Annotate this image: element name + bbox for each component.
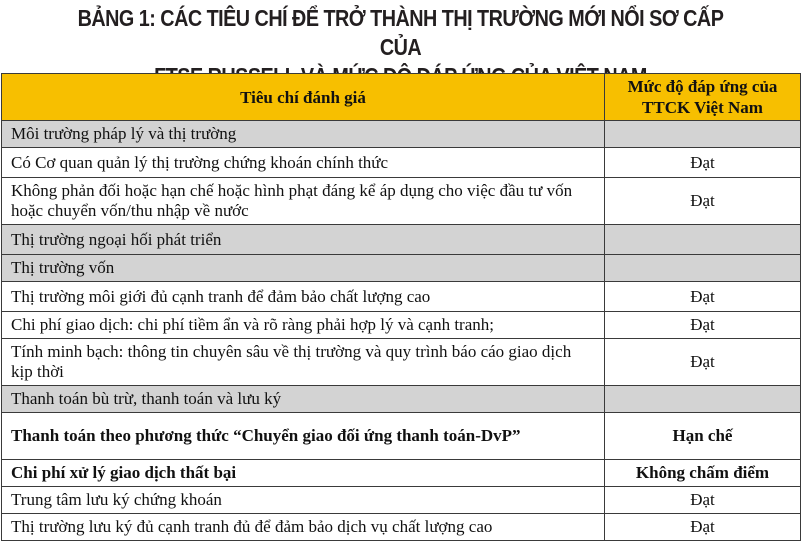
header-level-line2: TTCK Việt Nam	[642, 98, 763, 117]
table-row-group	[2, 386, 801, 413]
value-cell: Hạn chế	[605, 413, 801, 460]
value-cell: Đạt	[605, 282, 801, 312]
criteria-table	[1, 73, 801, 541]
table-row	[2, 148, 801, 178]
table-row-bold	[2, 460, 801, 487]
criteria-cell: Chi phí giao dịch: chi phí tiềm ẩn và rõ ràng phải hợp lý và cạnh tranh;	[2, 312, 605, 339]
table-header-row	[2, 74, 801, 121]
value-cell: Đạt	[605, 487, 801, 514]
header-criteria: Tiêu chí đánh giá	[2, 74, 605, 121]
table-title-line1: BẢNG 1: CÁC TIÊU CHÍ ĐỂ TRỞ THÀNH THỊ TRƯỜNG MỚI NỔI SƠ CẤP CỦA	[77, 5, 724, 60]
value-cell	[605, 255, 801, 282]
criteria-cell: Tính minh bạch: thông tin chuyên sâu về thị trường và quy trình báo cáo giao dịch kịp thời	[2, 339, 605, 386]
value-cell	[605, 225, 801, 255]
criteria-cell: Thị trường lưu ký đủ cạnh tranh đủ để đảm bảo dịch vụ chất lượng cao	[2, 514, 605, 541]
value-cell	[605, 121, 801, 148]
table-row-group	[2, 121, 801, 148]
table-row	[2, 312, 801, 339]
table-row	[2, 514, 801, 541]
criteria-cell: Có Cơ quan quản lý thị trường chứng khoán chính thức	[2, 148, 605, 178]
criteria-cell: Trung tâm lưu ký chứng khoán	[2, 487, 605, 514]
table-row-bold	[2, 413, 801, 460]
value-cell: Đạt	[605, 312, 801, 339]
table-row-group	[2, 255, 801, 282]
criteria-cell: Thanh toán bù trừ, thanh toán và lưu ký	[2, 386, 605, 413]
table-row	[2, 487, 801, 514]
value-cell	[605, 386, 801, 413]
value-cell: Đạt	[605, 514, 801, 541]
value-cell: Đạt	[605, 178, 801, 225]
value-cell: Đạt	[605, 148, 801, 178]
criteria-cell: Thị trường môi giới đủ cạnh tranh để đảm bảo chất lượng cao	[2, 282, 605, 312]
header-compliance-level	[605, 74, 801, 121]
criteria-cell: Chi phí xử lý giao dịch thất bại	[2, 460, 605, 487]
table-row	[2, 178, 801, 225]
header-level-line1: Mức độ đáp ứng của	[627, 77, 778, 96]
criteria-cell: Thị trường ngoại hối phát triển	[2, 225, 605, 255]
criteria-cell: Thanh toán theo phương thức “Chuyển giao đối ứng thanh toán-DvP”	[2, 413, 605, 460]
value-cell: Đạt	[605, 339, 801, 386]
table-row	[2, 339, 801, 386]
criteria-cell: Không phản đối hoặc hạn chế hoặc hình phạt đáng kể áp dụng cho việc đầu tư vốn hoặc chuyển vốn/thu nhập về nước	[2, 178, 605, 225]
criteria-cell: Thị trường vốn	[2, 255, 605, 282]
value-cell: Không chấm điểm	[605, 460, 801, 487]
table-row-group	[2, 225, 801, 255]
criteria-cell: Môi trường pháp lý và thị trường	[2, 121, 605, 148]
table-row	[2, 282, 801, 312]
